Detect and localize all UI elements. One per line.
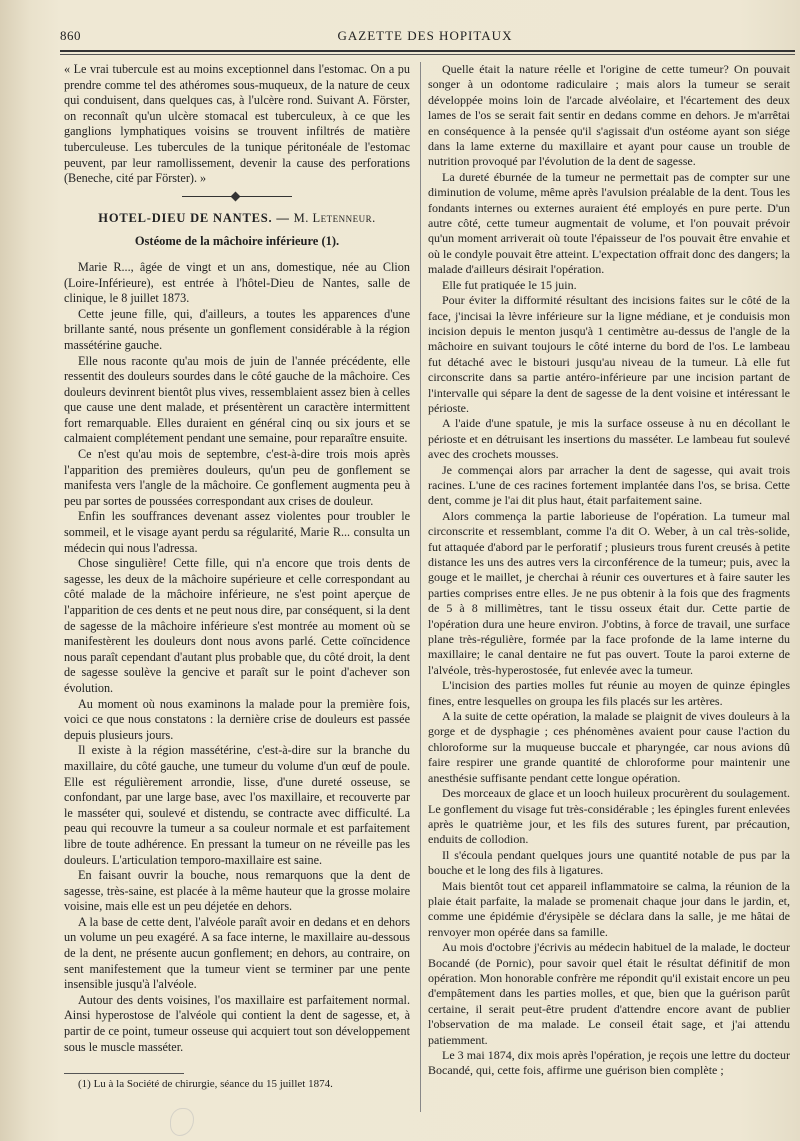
paragraph: Enfin les souffrances devenant assez violentes pour troubler le sommeil, et le visage ayant perdu sa régularité, Marie R... consulta un médecin qui nous l'adressa. — [64, 509, 410, 555]
hospital-name: HOTEL-DIEU DE NANTES. — — [98, 210, 294, 225]
paragraph: A l'aide d'une spatule, je mis la surface osseuse à nu en décollant le périoste et en détruisant les insertions du masséter. Le lambeau fut soulevé avec des crochets mousses. — [428, 416, 790, 462]
paragraph: Autour des dents voisines, l'os maxillaire est parfaitement normal. Ainsi hyperostose de l'alvéole qui contient la dent de sagesse, et, à partir de ce point, tumeur osseuse qui acquiert tout son développement sous le muscle masséter. — [64, 992, 410, 1054]
page-header — [60, 24, 790, 46]
column-divider — [420, 62, 421, 1112]
paragraph: Marie R..., âgée de vingt et un ans, domestique, née au Clion (Loire-Inférieure), est entrée à l'hôtel-Dieu de Nantes, salle de clinique, le 8 juillet 1873. — [64, 259, 410, 306]
paragraph: Cette jeune fille, qui, d'ailleurs, a toutes les apparences d'une brillante santé, nous présente un gonflement considérable à la région massétérine gauche. — [64, 306, 410, 352]
paragraph: Elle nous raconte qu'au mois de juin de l'année précédente, elle ressentit des douleurs sourdes dans le côté gauche de la mâchoire. Ces douleurs devinrent bientôt plus vives, ressemblaient assez bien à celles que cause une dent malade, et présentèrent un caractère intermittent fort remarquable. Elles duraient en général cinq ou six jours et se calmaient complétement pendant une semaine, pour reparaître ensuite. — [64, 353, 410, 446]
section-heading — [64, 211, 410, 227]
article-body-left — [64, 260, 410, 1055]
paragraph: Chose singulière! Cette fille, qui n'a encore que trois dents de sagesse, les deux de la mâchoire supérieure et celle correspondant au côté malade de la mâchoire inférieure, ne s'est point aperçue de l'apparition de ces dents et ne peut nous dire, par conséquent, si la dent de sagesse de la mâchoire inférieure s'est montrée au moment où se manifestèrent les douleurs dont nous avons parlé. Cette coïncidence nous paraît cependant d'autant plus probable que, du côté droit, la dent de sagesse soulève la gencive et paraît sur le point d'achever son évolution. — [64, 556, 410, 695]
left-column-preceding-text — [64, 62, 410, 187]
footnote: (1) Lu à la Société de chirurgie, séance du 15 juillet 1874. — [78, 1078, 333, 1091]
paragraph: En faisant ouvrir la bouche, nous remarquons que la dent de sagesse, très-saine, est placée à la même hauteur que la grosse molaire voisine, mais elle est un peu déjetée en dehors. — [64, 868, 410, 914]
paragraph: Il s'écoula pendant quelques jours une quantité notable de pus par la bouche et le long des fils à ligatures. — [428, 847, 790, 878]
page-number: 860 — [60, 28, 81, 43]
paragraph: La dureté éburnée de la tumeur ne permettait pas de compter sur une diminution de volume, même après l'avulsion préalable de la dent. Tous les fondants internes ou externes auraient été employés en pure perte. D'un autre côté, cette tumeur augmentait de volume, et l'on pouvait prévoir qu'un moment arriverait où toute l'épaisseur de l'os pouvait être envahie et où le condyle pouvait être atteint. L'expectation offrait donc des dangers; la malade d'ailleurs désirait l'opération. — [428, 169, 790, 277]
right-column — [428, 62, 790, 1079]
section-ornament — [182, 193, 292, 201]
header-rule-thin — [60, 54, 795, 55]
paragraph: Mais bientôt tout cet appareil inflammatoire se calma, la réunion de la plaie était parfaite, la malade se promenait chaque jour dans le jardin, et, comme une épidémie d'érysipèle se déclara dans la salle, je me hâtai de renvoyer mon opérée dans sa famille. — [428, 878, 790, 939]
paragraph: Ce n'est qu'au mois de septembre, c'est-à-dire trois mois après l'apparition des premières douleurs, qu'un peu de gonflement se manifesta vers l'angle de la mâchoire. Ce gonflement augmenta peu à peu par sortes de poussées correspondant aux crises de douleur. — [64, 447, 410, 508]
paragraph: Quelle était la nature réelle et l'origine de cette tumeur? On pouvait songer à un odontome radiculaire ; mais alors la tumeur se serait développée moins loin de l'arcade alvéolaire, et l'écartement des deux lames de l'os se serait fait sentir en dedans comme en dehors. Je m'arrêtai en conséquence à la pensée qu'il s'agissait d'un ostéome ayant son siége dans la lame externe du maxillaire et ayant pour cause un trouble de nutrition provoqué par l'évolution de la dent de sagesse. — [428, 62, 790, 169]
left-column — [64, 62, 410, 1091]
journal-title: GAZETTE DES HOPITAUX — [337, 28, 513, 43]
article-title: Ostéome de la mâchoire inférieure (1). — [134, 234, 340, 249]
paragraph: A la base de cette dent, l'alvéole paraît avoir en dedans et en dehors un volume un peu exagéré. A sa face interne, le maxillaire au-dessous de la dent, ne présente aucun gonflement; en dehors, au contraire, on sent manifestement que la tumeur vient se terminer par une pente insensible jusqu'à l'alvéole. — [64, 914, 410, 992]
ink-mark — [170, 1108, 194, 1136]
footnote-rule — [64, 1073, 184, 1074]
paragraph: Elle fut pratiquée le 15 juin. — [442, 277, 577, 292]
paragraph: Je commençai alors par arracher la dent de sagesse, qui avait trois racines. L'une de ces racines fortement implantée dans l'os, se brisa. Cette dent, comme je l'ai dit plus haut, était parfaitement saine. — [428, 462, 790, 508]
section-author: M. Letenneur. — [293, 210, 376, 225]
paragraph: Des morceaux de glace et un looch huileux procurèrent du soulagement. Le gonflement du visage fut très-considérable ; les épingles furent enlevées après le quatrième jour, et les fils des sutures furent, par précaution, enduits de collodion. — [428, 786, 790, 847]
paragraph: Alors commença la partie laborieuse de l'opération. La tumeur mal circonscrite et ressemblant, comme l'a dit O. Weber, à un cal très-solide, fut attaquée d'abord par le perforatif ; plusieurs trous furent creusés à petite distance les uns des autres vers la circonférence de la tumeur; puis, avec la gouge et le maillet, je cherchai à réunir ces ouvertures et à faire sauter les parties comprises entre elles. Je ne pus obtenir à la fois que des fragments de 5 à 8 millimètres, tant le tissu osseux était dur. Cette partie de l'opération dura une heure environ. J'obtins, à force de travail, une surface plane très-régulière, formée par la face profonde de la lame interne du maxillaire; le canal dentaire ne fut pas ouvert. Toute la paroi externe de l'alvéole, très-hyperostosée, fut enlevée avec la tumeur. — [428, 508, 790, 677]
paragraph: A la suite de cette opération, la malade se plaignit de vives douleurs à la gorge et de dysphagie ; ces phénomènes avaient pour cause l'action du chloroforme sur la muqueuse buccale et pharyngée, car nous avions dû faire respirer une grande quantité de chloroforme pour maintenir une anesthésie suffisante pendant cette longue opération. — [428, 709, 790, 785]
paragraph: Il existe à la région massétérine, c'est-à-dire sur la branche du maxillaire, du côté gauche, une tumeur du volume d'un œuf de poule. Elle est régulièrement arrondie, lisse, d'une dureté osseuse, se confondant, par une large base, avec l'os maxillaire, et recouverte par le masséter qui, soulevé et distendu, se contracte avec difficulté. La peau qui recouvre la tumeur a sa couleur normale et est parfaitement libre de toute adhérence. En pressant la tumeur on ne réveille pas les douleurs. L'articulation temporo-maxillaire est saine. — [64, 743, 410, 867]
header-rule-thick — [60, 50, 795, 52]
paragraph: Le 3 mai 1874, dix mois après l'opération, je reçois une lettre du docteur Bocandé, qui, cette fois, affirme une guérison bien complète ; — [428, 1048, 790, 1078]
paragraph: Au moment où nous examinons la malade pour la première fois, voici ce que nous constatons : la dernière crise de douleurs est passée depuis plusieurs jours. — [64, 696, 410, 742]
paragraph: Au mois d'octobre j'écrivis au médecin habituel de la malade, le docteur Bocandé (de Pornic), pour savoir quel était le résultat définitif de mon opération. Mon honorable confrère me répondit qu'il existait encore un peu d'empâtement dans les parties molles, et que, bien que la guérison parût certaine, il serait peut-être prudent d'attendre encore avant de publier l'observation de ma malade. Le conseil était sage, et j'ai attendu patiemment. — [428, 940, 790, 1047]
paragraph: L'incision des parties molles fut réunie au moyen de quinze épingles fines, entre lesquelles on groupa les fils placés sur les artères. — [428, 678, 790, 708]
paragraph: « Le vrai tubercule est au moins exceptionnel dans l'estomac. On a pu prendre comme tel des athéromes sous-muqueux, de la nature de ceux qui conduisent, dans quelques cas, à l'ulcère rond. Suivant A. Förster, on reconnaît qu'un ulcère stomacal est tuberculeux, à ce que les ganglions lymphatiques voisins se trouvent infiltrés de matière tuberculeuse. Les tubercules de la tunique péritonéale de l'estomac peuvent, par leur ramollissement, devenir la cause des perforations (Beneche, cité par Förster). » — [64, 62, 410, 186]
paragraph: Pour éviter la difformité résultant des incisions faites sur le côté de la face, j'incisai la lèvre inférieure sur la ligne médiane, et je conduisis mon incision depuis le menton jusqu'à 1 centimètre au-dessus de l'angle de la mâchoire en suivant toujours le côté interne du bord de l'os. Le lambeau fut détaché avec le bistouri jusqu'au niveau de la tumeur. Là elle fut circonscrite dans sa partie antéro-inférieure par une incision partant de l'intervalle qui sépare la dent de sagesse de la dent voisine et intéressant le périoste. — [428, 293, 790, 415]
